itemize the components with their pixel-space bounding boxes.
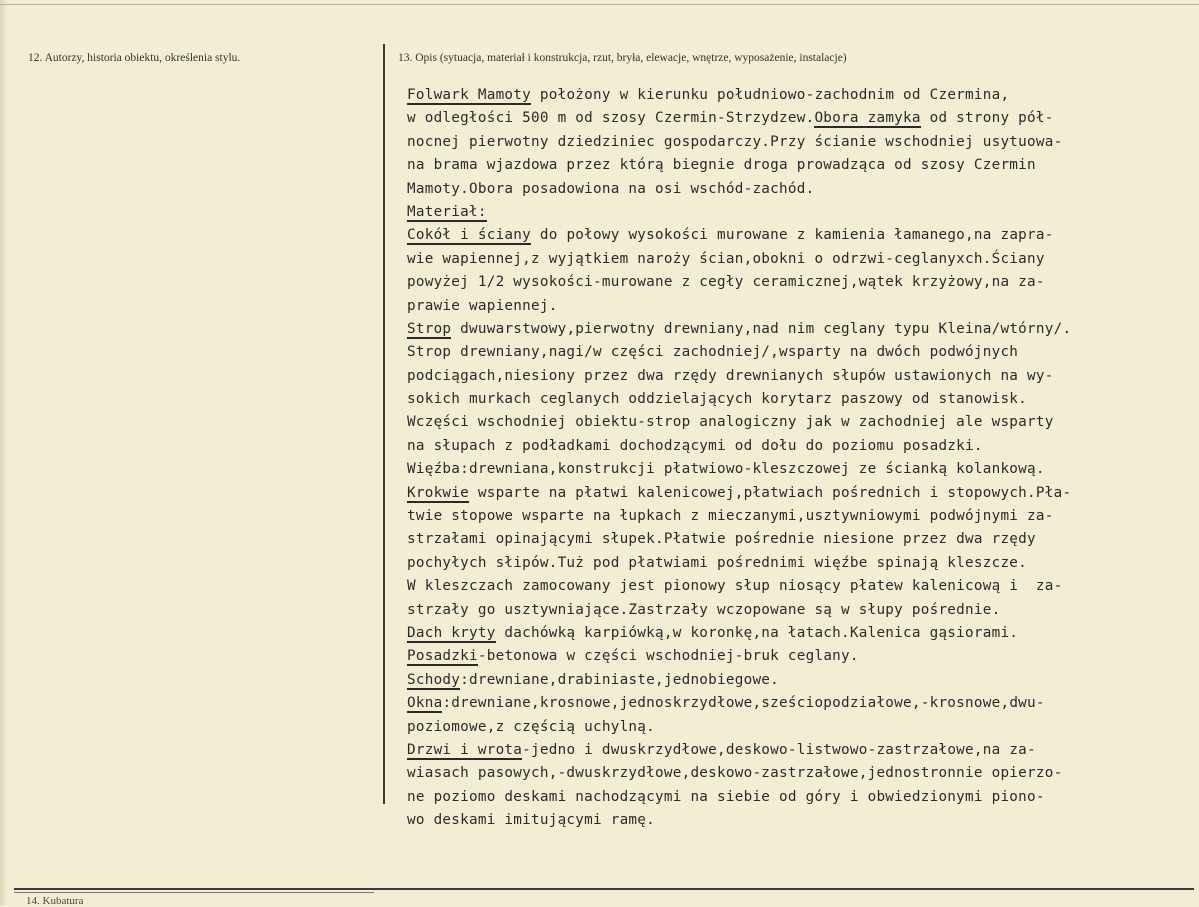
text-line [407,131,1187,154]
line-text: Więźba:drewniana,konstrukcji płatwiowo-kleszczowej ze ścianką kolankową. [407,461,1045,478]
line-text: nocnej pierwotny dziedziniec gospodarczy.Przy ścianie wschodniej usytuowa- [407,133,1063,150]
underlined-term: Cokół i ściany [407,227,532,244]
line-text: twie stopowe wsparte na łupkach z mieczanymi,usztywniowymi podwójnymi za- [407,508,1054,525]
page-edge-shadow [0,0,8,905]
line-text: podciągach,niesiony przez dwa rzędy drewnianych słupów ustawionych na wy- [407,367,1054,384]
section-14-header: 14. Kubatura [26,895,84,907]
line-text: pochyłych słipów.Tuż pod płatwiami pośrednimi więźbe spinają kleszcze. [407,554,1028,571]
text-line [407,154,1187,177]
text-line [407,341,1187,364]
line-text: sokich murkach ceglanych oddzielających korytarz paszowy od stanowisk. [407,391,1028,408]
line-text: dwuwarstwowy,pierwotny drewniany,nad nim ceglany typu Kleina/wtórny/. [451,320,1072,337]
section-12-header: 12. Autorzy, historia obiektu, określenia stylu. [28,52,241,64]
text-line [407,318,1187,341]
text-line [407,84,1187,107]
line-text: do połowy wysokości murowane z kamienia łamanego,na zapra- [531,227,1054,244]
text-line [407,786,1187,809]
line-text: w odległości 500 m od szosy Czermin-Strzydzew. [407,110,815,127]
text-line [407,365,1187,388]
text-line [407,435,1187,458]
column-divider [383,44,385,804]
text-line [407,224,1187,247]
text-line [407,739,1187,762]
section-13-header: 13. Opis (sytuacja, materiał i konstrukcja, rzut, bryła, elewacje, wnętrze, wyposażenie, instalacje) [398,52,847,64]
line-text: :drewniane,drabiniaste,jednobiegowe. [460,671,780,688]
underlined-term: Schody [407,671,461,688]
bottom-divider-secondary [14,892,374,893]
underlined-term: Okna [407,695,443,712]
text-line [407,762,1187,785]
underlined-term: Posadzki [407,648,478,665]
text-line [407,388,1187,411]
top-border [0,4,1199,5]
text-line [407,575,1187,598]
line-text: :drewniane,krosnowe,jednoskrzydłowe,sześciopodziałowe,-krosnowe,dwu- [442,695,1045,712]
text-line [407,622,1187,645]
underlined-term: Drzwi i wrota [407,741,523,758]
line-text: wie wapiennej,z wyjątkiem naroży ścian,obokni o odrzwi-ceglanyxch.Ściany [407,250,1045,267]
text-line [407,271,1187,294]
text-line [407,599,1187,622]
text-line [407,528,1187,551]
text-line [407,716,1187,739]
line-text: poziomowe,z częścią uchylną. [407,718,656,735]
line-text: strzałami opinającymi słupek.Płatwie pośrednie niesione przez dwa rzędy [407,531,1036,548]
line-text: wiasach pasowych,-dwuskrzydłowe,deskowo-zastrzałowe,jednostronnie opierzo- [407,765,1063,782]
line-text: Strop drewniany,nagi/w części zachodniej/,wsparty na dwóch podwójnych [407,344,1019,361]
text-line [407,107,1187,130]
underlined-term: Strop [407,320,452,337]
text-line [407,552,1187,575]
underlined-term: Dach kryty [407,624,496,641]
line-text: -jedno i dwuskrzydłowe,deskowo-listwowo-zastrzałowe,na za- [522,741,1036,758]
text-line [407,669,1187,692]
line-text: prawie wapiennej. [407,297,558,314]
text-line [407,248,1187,271]
text-line [407,482,1187,505]
line-text: dachówką karpiówką,w koronkę,na łatach.Kalenica gąsiorami. [495,624,1019,641]
underlined-term: Obora zamyka [814,110,921,127]
text-line [407,692,1187,715]
underlined-term: Krokwie [407,484,470,501]
line-text: ne poziomo deskami nachodzącymi na siebie od góry i obwiedzionymi piono- [407,788,1045,805]
bottom-divider [14,888,1194,890]
line-text: powyżej 1/2 wysokości-murowane z cegły ceramicznej,wątek krzyżowy,na za- [407,274,1045,291]
underlined-term: Materiał: [407,203,487,220]
text-line [407,178,1187,201]
text-line [407,505,1187,528]
line-text: Wczęści wschodniej obiektu-strop analogiczny jak w zachodniej ale wsparty [407,414,1054,431]
line-text: położony w kierunku południowo-zachodnim od Czermina, [531,87,1010,103]
underlined-term: Folwark Mamoty [407,87,532,103]
line-text: wsparte na płatwi kalenicowej,płatwiach pośrednich i stopowych.Pła- [469,484,1072,501]
line-text: od strony pół- [920,110,1054,127]
line-text: W kleszczach zamocowany jest pionowy słup niosący płatew kalenicową i za- [407,578,1063,595]
line-text: na słupach z podładkami dochodzącymi od dołu do poziomu posadzki. [407,437,983,454]
line-text: Mamoty.Obora posadowiona na osi wschód-zachód. [407,180,815,197]
text-line [407,201,1187,224]
text-line [407,411,1187,434]
line-text: wo deskami imitującymi ramę. [407,812,656,829]
text-line [407,645,1187,668]
text-line [407,295,1187,318]
text-line [407,458,1187,481]
line-text: -betonowa w części wschodniej-bruk ceglany. [477,648,859,665]
description-text [407,84,1187,833]
text-line [407,809,1187,832]
line-text: na brama wjazdowa przez którą biegnie droga prowadząca od szosy Czermin [407,157,1036,174]
line-text: strzały go usztywniające.Zastrzały wczopowane są w słupy pośrednie. [407,601,1001,618]
